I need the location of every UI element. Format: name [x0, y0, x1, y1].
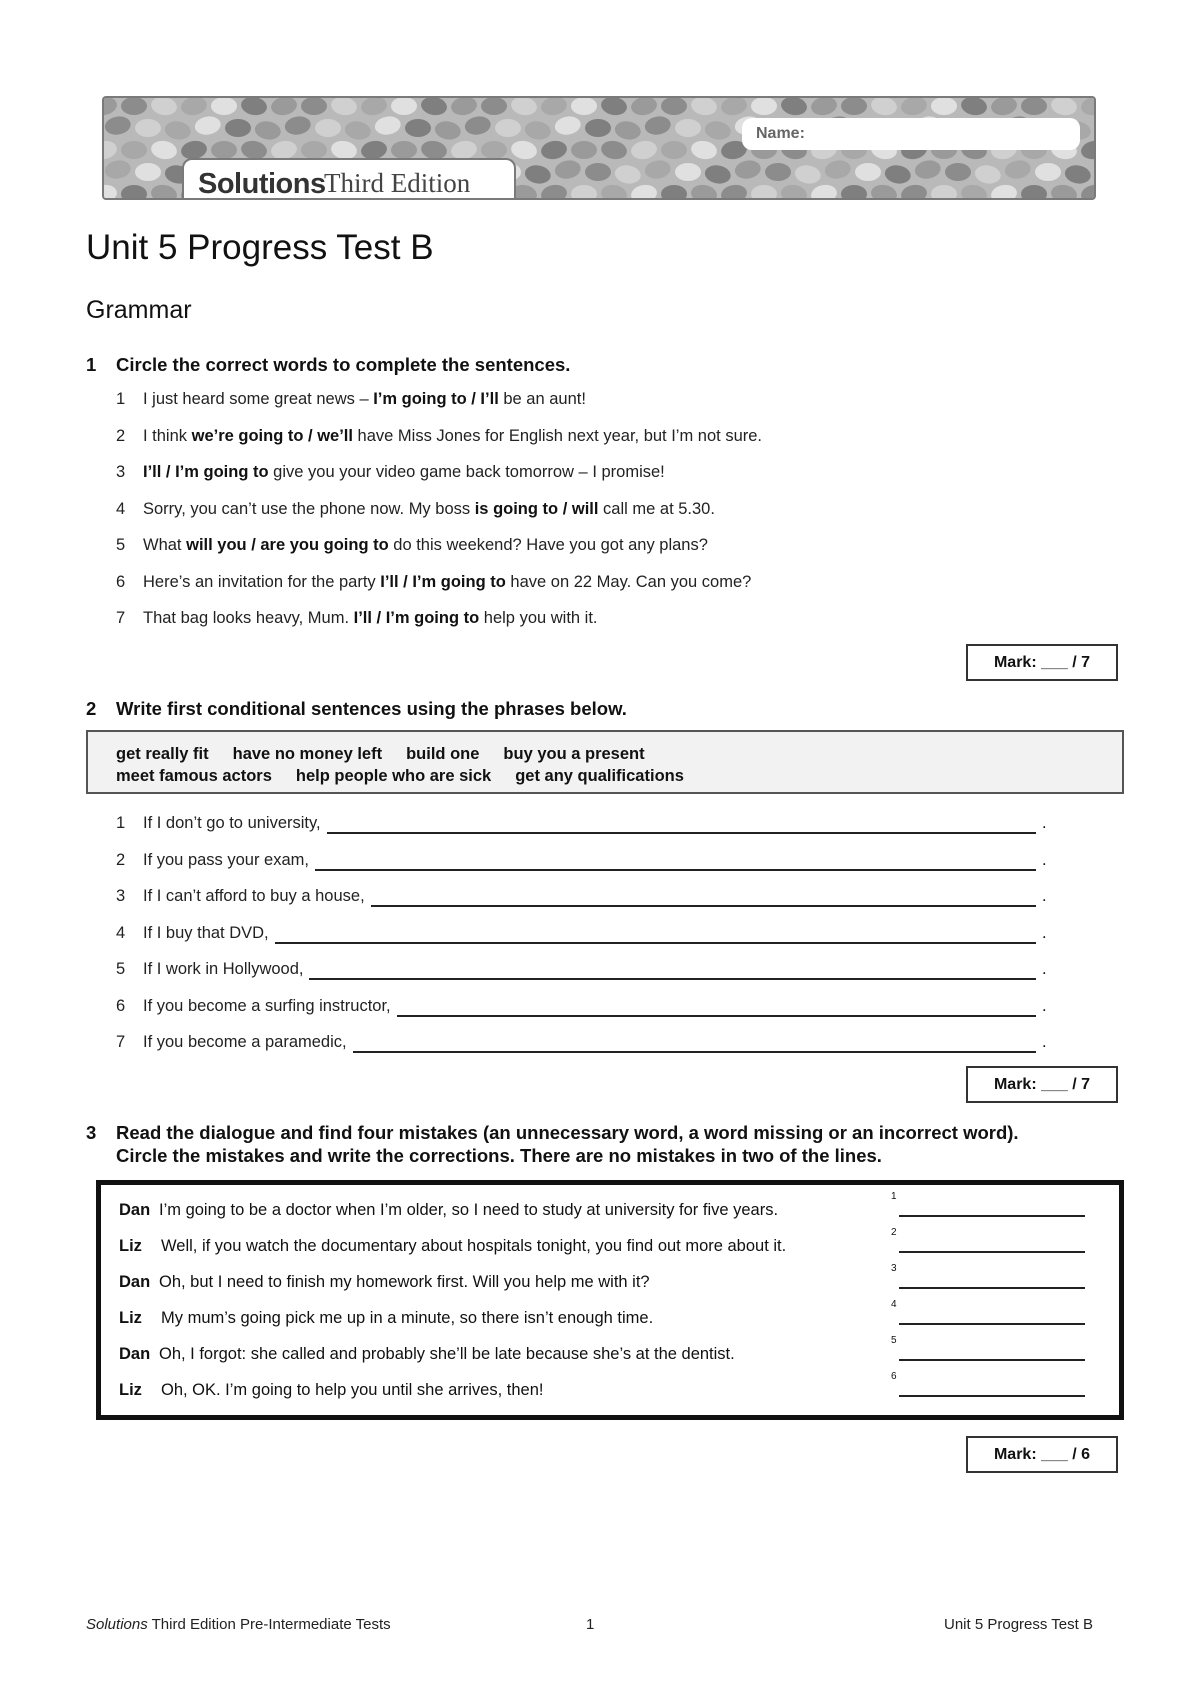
item-text-segment: give you your video game back tomorrow – I promise! — [268, 463, 665, 481]
answer-line[interactable] — [309, 978, 1036, 980]
item-number: 1 — [116, 390, 126, 408]
phrase-item: meet famous actors — [116, 767, 272, 785]
item-number: 3 — [116, 887, 126, 905]
item-text: If you pass your exam, — [143, 850, 309, 869]
correction-line[interactable] — [899, 1395, 1085, 1397]
item-text: If I work in Hollywood, — [143, 960, 304, 978]
phrase-item: help people who are sick — [295, 767, 492, 785]
choice-options[interactable]: will you / are you going to — [186, 536, 389, 554]
phrase-item: have no money left — [232, 745, 383, 763]
item-number: 5 — [116, 960, 126, 978]
task2-mark-box: Mark: ___ / 7 — [966, 1066, 1118, 1103]
choice-options[interactable]: I’ll / I’m going to — [143, 463, 269, 481]
phrase-row — [116, 745, 669, 764]
speaker-name: Liz — [119, 1237, 142, 1255]
item-text-segment: help you with it. — [479, 609, 598, 627]
item-text-segment: be an aunt! — [498, 390, 586, 408]
correction-line[interactable] — [899, 1251, 1085, 1253]
correction-number: 4 — [891, 1299, 897, 1310]
name-label: Name: — [756, 125, 805, 142]
dialogue-text: Oh, but I need to finish my homework first. Will you help me with it? — [159, 1273, 650, 1291]
dialogue-text: I’m going to be a doctor when I’m older, so I need to study at university for five years. — [159, 1201, 779, 1219]
speaker-name: Dan — [119, 1345, 151, 1363]
item-text — [143, 463, 665, 482]
phrase-item: get really fit — [116, 745, 209, 763]
item-text — [143, 390, 586, 409]
phrase-box — [86, 730, 1124, 794]
section-title: Grammar — [86, 296, 192, 324]
sentence-end: . — [1042, 996, 1047, 1015]
sentence-end: . — [1042, 1033, 1047, 1051]
item-text-segment: call me at 5.30. — [598, 499, 715, 518]
correction-line[interactable] — [899, 1323, 1085, 1325]
speaker-name: Dan — [119, 1273, 151, 1291]
item-text — [143, 536, 708, 555]
item-text-segment: What — [143, 536, 187, 554]
task3-number: 3 — [86, 1122, 97, 1143]
task3-mark-box: Mark: ___ / 6 — [966, 1436, 1118, 1473]
item-number: 6 — [116, 572, 126, 591]
task3-text-line1: Read the dialogue and find four mistakes (an unnecessary word, a word missing or an incorrect word). — [116, 1122, 1019, 1143]
item-text: If I can’t afford to buy a house, — [143, 887, 365, 905]
footer-series: Solutions — [86, 1616, 148, 1633]
dialogue-box — [96, 1180, 1124, 1420]
item-text-segment: do this weekend? Have you got any plans? — [388, 536, 708, 554]
answer-line[interactable] — [353, 1051, 1036, 1053]
item-number: 6 — [116, 996, 126, 1015]
footer-page-number: 1 — [586, 1616, 595, 1633]
choice-options[interactable]: I’m going to / I’ll — [373, 390, 499, 408]
item-number: 7 — [116, 609, 126, 627]
item-text: If you become a surfing instructor, — [143, 996, 391, 1015]
page-title: Unit 5 Progress Test B — [86, 228, 434, 267]
answer-line[interactable] — [327, 832, 1036, 834]
answer-line[interactable] — [371, 905, 1036, 907]
item-text-segment: I think — [143, 426, 192, 445]
item-number: 4 — [116, 923, 126, 942]
sentence-end: . — [1042, 814, 1047, 832]
item-text: If I buy that DVD, — [143, 923, 269, 942]
correction-line[interactable] — [899, 1359, 1085, 1361]
answer-line[interactable] — [397, 1015, 1036, 1017]
sentence-end: . — [1042, 887, 1047, 905]
choice-options[interactable]: we’re going to / we’ll — [191, 426, 353, 445]
phrase-item: build one — [406, 745, 480, 763]
item-text: If you become a paramedic, — [143, 1033, 347, 1051]
speaker-name: Liz — [119, 1309, 142, 1327]
phrase-row — [116, 767, 708, 786]
item-text-segment: I just heard some great news – — [143, 390, 374, 408]
item-number: 3 — [116, 463, 126, 481]
header-banner — [102, 96, 1096, 200]
correction-number: 3 — [891, 1263, 897, 1274]
footer-book: Third Edition Pre-Intermediate Tests — [147, 1616, 391, 1633]
correction-number: 6 — [891, 1371, 897, 1382]
phrase-item: get any qualifications — [515, 767, 684, 785]
item-text-segment: have Miss Jones for English next year, but I’m not sure. — [352, 426, 762, 445]
answer-line[interactable] — [315, 869, 1036, 871]
speaker-name: Liz — [119, 1381, 142, 1399]
dialogue-text: Well, if you watch the documentary about hospitals tonight, you find out more about it. — [161, 1237, 787, 1255]
footer-left — [86, 1616, 391, 1633]
task1-mark-box: Mark: ___ / 7 — [966, 644, 1118, 681]
brand-name: Solutions — [198, 168, 326, 200]
item-text — [143, 609, 598, 628]
footer-right: Unit 5 Progress Test B — [944, 1616, 1093, 1633]
item-number: 1 — [116, 814, 126, 832]
sentence-end: . — [1042, 850, 1047, 869]
item-number: 2 — [116, 850, 126, 869]
item-number: 5 — [116, 536, 126, 554]
dialogue-text: My mum’s going pick me up in a minute, so there isn’t enough time. — [161, 1309, 654, 1327]
answer-line[interactable] — [275, 942, 1036, 944]
correction-line[interactable] — [899, 1215, 1085, 1217]
item-number: 2 — [116, 426, 126, 445]
item-text — [143, 500, 715, 519]
correction-number: 2 — [891, 1227, 897, 1238]
sentence-end: . — [1042, 923, 1047, 942]
speaker-name: Dan — [119, 1201, 151, 1219]
item-text-segment: Sorry, you can’t use the phone now. My boss — [143, 499, 475, 518]
correction-line[interactable] — [899, 1287, 1085, 1289]
item-text — [143, 573, 751, 592]
dialogue-text: Oh, I forgot: she called and probably she’ll be late because she’s at the dentist. — [159, 1345, 735, 1363]
item-text — [143, 427, 762, 446]
choice-options[interactable]: I’ll / I’m going to — [353, 609, 480, 627]
item-text-segment: Here’s an invitation for the party — [143, 572, 381, 591]
task3-text-line2: Circle the mistakes and write the corrections. There are no mistakes in two of the lines. — [116, 1145, 882, 1166]
phrase-item: buy you a present — [503, 745, 645, 763]
dialogue-text: Oh, OK. I’m going to help you until she arrives, then! — [161, 1381, 544, 1399]
sentence-end: . — [1042, 960, 1047, 978]
name-field[interactable] — [742, 118, 1080, 150]
brand-logo — [182, 158, 516, 200]
item-text-segment: That bag looks heavy, Mum. — [143, 609, 354, 627]
item-text: If I don’t go to university, — [143, 814, 321, 832]
choice-options[interactable]: is going to / will — [474, 499, 599, 518]
item-number: 7 — [116, 1033, 126, 1051]
item-number: 4 — [116, 499, 126, 518]
task2-number: 2 — [86, 698, 97, 719]
choice-options[interactable]: I’ll / I’m going to — [380, 572, 506, 591]
task2-text: Write first conditional sentences using the phrases below. — [116, 698, 627, 719]
correction-number: 5 — [891, 1335, 897, 1346]
task1-text: Circle the correct words to complete the sentences. — [116, 354, 571, 375]
correction-number: 1 — [891, 1191, 897, 1202]
brand-edition: Third Edition — [324, 168, 471, 198]
task1-number: 1 — [86, 354, 97, 375]
item-text-segment: have on 22 May. Can you come? — [505, 572, 752, 591]
